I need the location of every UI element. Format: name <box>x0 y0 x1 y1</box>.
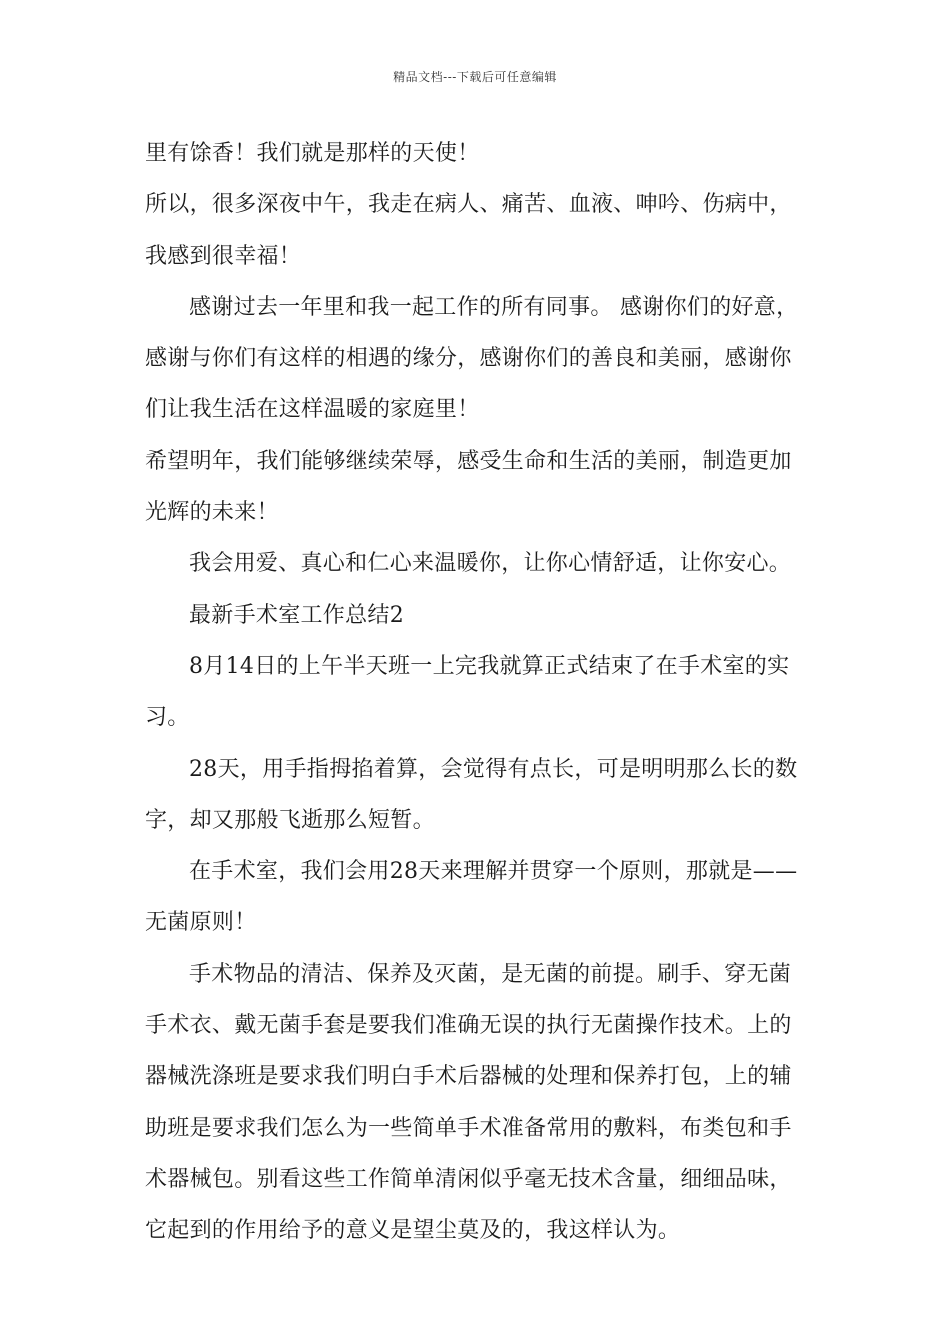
text-line: 在手术室，我们会用28天来理解并贯穿一个原则，那就是—— <box>189 859 798 885</box>
text-line: 器械洗涤班是要求我们明白手术后器械的处理和保养打包，上的辅 <box>145 1064 792 1090</box>
document-body <box>145 128 807 1257</box>
text-line: 手术物品的清洁、保养及灭菌，是无菌的前提。刷手、穿无菌 <box>189 961 792 987</box>
section-title: 最新手术室工作总结2 <box>189 602 404 628</box>
text-line: 们让我生活在这样温暖的家庭里！ <box>145 397 480 423</box>
text-line: 希望明年，我们能够继续荣辱，感受生命和生活的美丽，制造更加 <box>145 448 792 474</box>
text-line: 里有馀香！我们就是那样的天使！ <box>145 141 480 166</box>
text-line: 习。 <box>145 705 190 731</box>
text-line: 28天，用手指拇掐着算，会觉得有点长，可是明明那么长的数 <box>189 756 798 782</box>
text-line: 我会用爱、真心和仁心来温暖你，让你心情舒适，让你安心。 <box>189 551 792 577</box>
page-header: 精品文档---下载后可任意编辑 <box>393 70 557 84</box>
text-line: 感谢与你们有这样的相遇的缘分，感谢你们的善良和美丽，感谢你 <box>145 346 792 372</box>
text-line: 助班是要求我们怎么为一些简单手术准备常用的敷料，布类包和手 <box>145 1115 792 1141</box>
text-line: 无菌原则！ <box>145 910 257 936</box>
text-line: 所以，很多深夜中午，我走在病人、痛苦、血液、呻吟、伤病中， <box>145 192 792 218</box>
text-line: 感谢过去一年里和我一起工作的所有同事。 感谢你们的好意， <box>189 294 799 320</box>
text-line: 术器械包。别看这些工作简单清闲似乎毫无技术含量，细细品味， <box>145 1166 792 1192</box>
text-line: 我感到很幸福！ <box>145 243 302 269</box>
text-line: 它起到的作用给予的意义是望尘莫及的，我这样认为。 <box>145 1218 681 1244</box>
text-line: 光辉的未来！ <box>145 500 279 526</box>
text-line: 字，却又那般飞逝那么短暂。 <box>145 807 435 833</box>
text-line: 手术衣、戴无菌手套是要我们准确无误的执行无菌操作技术。上的 <box>145 1013 792 1039</box>
text-line: 8月14日的上午半天班一上完我就算正式结束了在手术室的实 <box>189 653 790 679</box>
